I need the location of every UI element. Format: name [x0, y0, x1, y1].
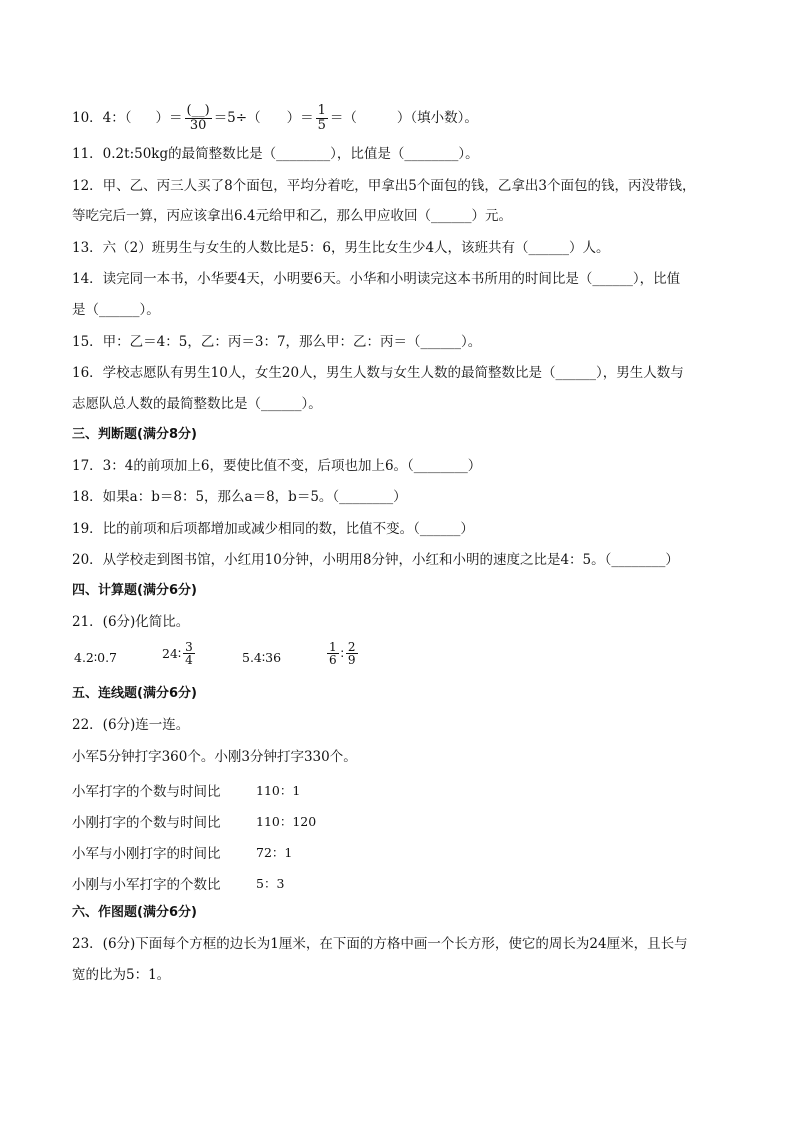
match-left-item-3: 小军与小刚打字的时间比: [72, 846, 221, 862]
question-22-intro: 小军5分钟打字360个。小刚3分钟打字330个。: [72, 749, 357, 765]
question-11: 11．0.2t:50kg的最简整数比是（________），比值是（________）。: [72, 146, 479, 162]
q10-suffix: ）（填小数）。: [396, 110, 478, 126]
ratio-item-1: 4.2∶0.7: [74, 650, 118, 665]
ratio-item-2-numerator: 3: [185, 640, 193, 654]
q10-fraction-denominator: 30: [189, 118, 207, 133]
ratio-item-2: [162, 641, 197, 666]
q10-mid3: ）＝: [286, 110, 314, 126]
section-5-heading: 五、连线题(满分6分): [72, 686, 197, 701]
ratio-item-4-numerator-1: 1: [329, 640, 337, 654]
question-23-line-1: 23．(6分)下面每个方框的边长为1厘米，在下面的方格中画一个长方形，使它的周长为24厘米，且长与: [72, 936, 688, 952]
q10-prefix: 10．4：（: [72, 110, 132, 126]
ratio-item-4-fraction-2: [346, 641, 358, 666]
match-right-item-1: 110：1: [256, 783, 301, 798]
question-14-line-1: 14．读完同一本书，小华要4天，小明要6天。小华和小明读完这本书所用的时间比是（______），比值: [72, 271, 681, 287]
question-20: 20．从学校走到图书馆，小红用10分钟，小明用8分钟，小红和小明的速度之比是4：5。（________）: [72, 552, 679, 568]
question-18: 18．如果a：b＝8：5，那么a＝8，b＝5。（________）: [72, 489, 407, 505]
question-15: 15．甲：乙＝4：5，乙：丙＝3：7，那么甲：乙：丙＝（______）。: [72, 334, 482, 350]
match-right-item-2: 110：120: [256, 814, 317, 829]
q10-mid1: ）＝: [155, 110, 183, 126]
question-22-title: 22．(6分)连一连。: [72, 717, 190, 733]
ratio-item-2-prefix: 24∶: [162, 646, 182, 661]
question-16-line-1: 16．学校志愿队有男生10人，女生20人，男生人数与女生人数的最简整数比是（______），男生人数与: [72, 365, 684, 381]
question-16-line-2: 志愿队总人数的最简整数比是（______）。: [72, 396, 322, 412]
ratio-item-4-denominator-2: 9: [347, 653, 356, 667]
match-right-item-3: 72：1: [256, 845, 293, 860]
question-10: [72, 104, 478, 133]
match-right-item-4: 5：3: [256, 876, 285, 891]
section-4-heading: 四、计算题(满分6分): [72, 583, 197, 598]
question-17: 17．3：4的前项加上6，要使比值不变，后项也加上6。（________）: [72, 458, 482, 474]
match-left-item-4: 小刚与小军打字的个数比: [72, 877, 221, 893]
q10-fraction-blank: [185, 104, 212, 133]
ratio-item-3: 5.4∶36: [242, 650, 282, 665]
q10-mid4: ＝（: [329, 110, 357, 126]
question-14-line-2: 是（______）。: [72, 302, 160, 318]
ratio-item-4-fraction-1: [327, 641, 339, 666]
section-3-heading: 三、判断题(满分8分): [72, 427, 197, 442]
ratio-item-2-denominator: 4: [185, 653, 193, 667]
q10-fraction2-denominator: 5: [317, 118, 326, 133]
ratio-item-4-numerator-2: 2: [347, 640, 356, 654]
match-left-item-2: 小刚打字的个数与时间比: [72, 815, 221, 831]
question-13: 13．六（2）班男生与女生的人数比是5：6，男生比女生少4人，该班共有（______）人。: [72, 240, 610, 256]
ratio-item-4-separator: ∶: [340, 646, 344, 661]
question-23-line-2: 宽的比为5：1。: [72, 967, 171, 983]
question-12-line-1: 12．甲、乙、丙三人买了8个面包，平均分着吃，甲拿出5个面包的钱，乙拿出3个面包的钱，丙没带钱，: [72, 178, 696, 194]
section-6-heading: 六、作图题(满分6分): [72, 905, 197, 920]
ratio-item-2-fraction: [183, 641, 195, 666]
q10-fraction-numerator: (__): [186, 103, 210, 118]
question-19: 19．比的前项和后项都增加或减少相同的数，比值不变。（______）: [72, 521, 474, 537]
q10-fraction2-numerator: 1: [317, 103, 326, 118]
match-left-item-1: 小军打字的个数与时间比: [72, 784, 221, 800]
question-12-line-2: 等吃完后一算，丙应该拿出6.4元给甲和乙，那么甲应收回（______）元。: [72, 208, 512, 224]
q10-fraction-one-fifth: [316, 104, 328, 133]
q10-mid2: ＝5÷（: [213, 110, 261, 126]
ratio-item-4: [325, 641, 360, 666]
ratio-item-4-denominator-1: 6: [329, 653, 337, 667]
question-21-title: 21．(6分)化简比。: [72, 614, 190, 630]
